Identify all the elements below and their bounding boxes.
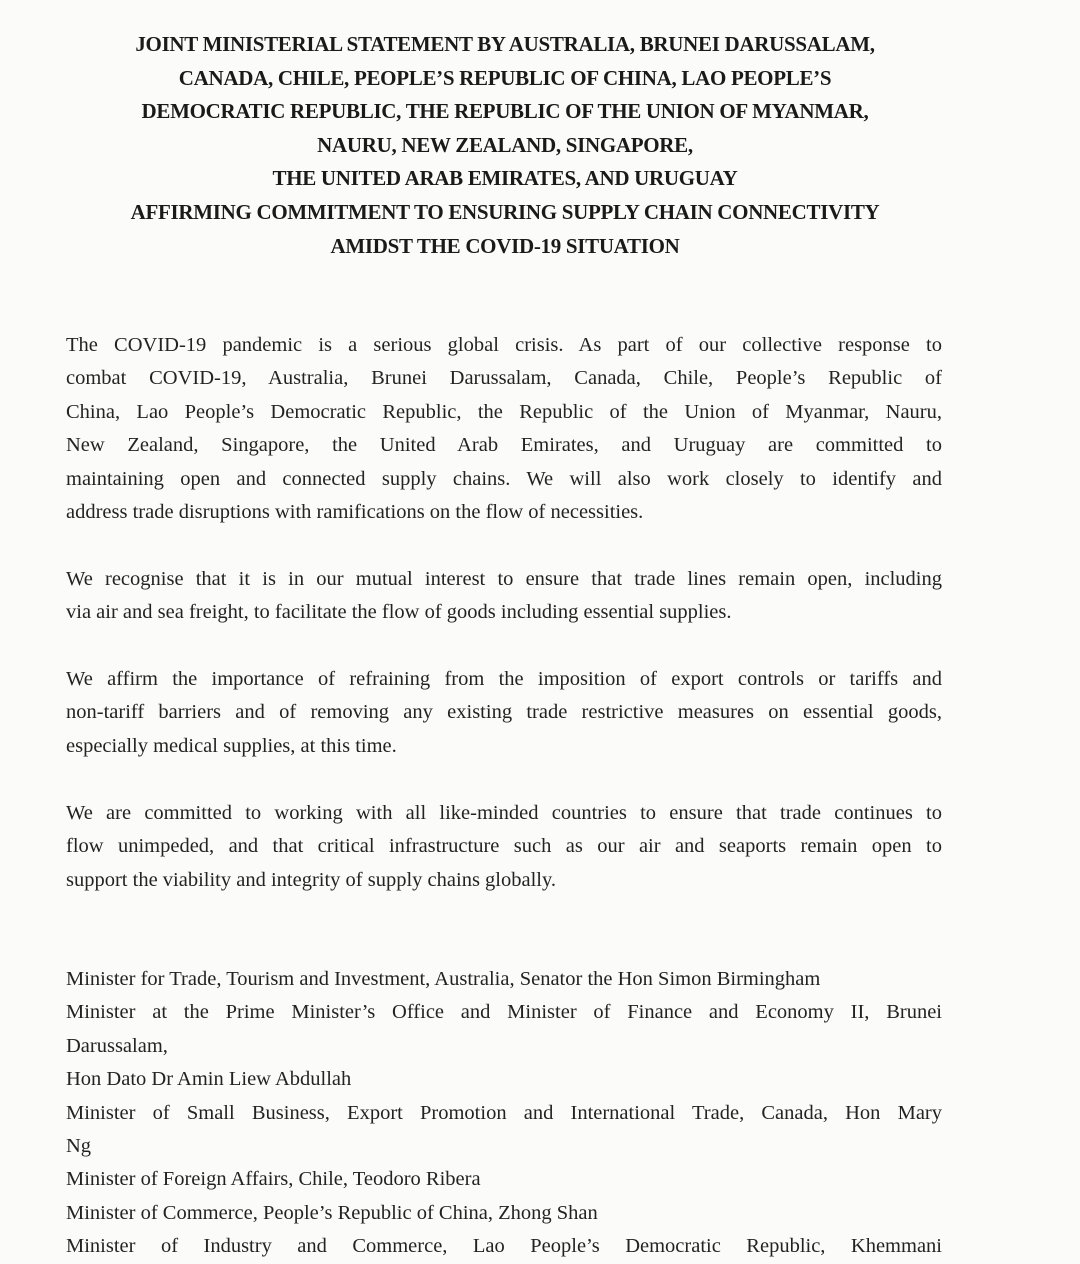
paragraph-line: China, Lao People’s Democratic Republic, the Republic of the Union of Myanmar, Nauru, xyxy=(66,400,942,423)
paragraph-line: New Zealand, Singapore, the United Arab Emirates, and Uruguay are committed to xyxy=(66,434,942,457)
paragraph-line: flow unimpeded, and that critical infrastructure such as our air and seaports remain open to xyxy=(66,835,942,858)
paragraph-line: We affirm the importance of refraining from the imposition of export controls or tariffs and xyxy=(66,668,942,690)
signatory-line: Minister of Foreign Affairs, Chile, Teodoro Ribera xyxy=(66,1168,481,1191)
title-line: JOINT MINISTERIAL STATEMENT BY AUSTRALIA, BRUNEI DARUSSALAM, xyxy=(135,32,875,56)
signatory-line: Hon Dato Dr Amin Liew Abdullah xyxy=(66,1068,352,1091)
signatory-line: Minister of Industry and Commerce, Lao People’s Democratic Republic, Khemmani xyxy=(66,1235,942,1258)
signatory-line: Minister of Small Business, Export Promotion and International Trade, Canada, Hon Mary xyxy=(66,1101,942,1124)
paragraph-line: We recognise that it is in our mutual interest to ensure that trade lines remain open, including xyxy=(66,568,942,590)
signatory-line: Darussalam, xyxy=(66,1034,168,1057)
statement-title xyxy=(60,28,950,263)
title-line: DEMOCRATIC REPUBLIC, THE REPUBLIC OF THE UNION OF MYANMAR, xyxy=(141,99,869,124)
paragraph-line: address trade disruptions with ramifications on the flow of necessities. xyxy=(66,501,644,524)
paragraph-like-minded-countries xyxy=(66,797,942,897)
paragraph-line: especially medical supplies, at this time. xyxy=(66,734,397,757)
title-line: AMIDST THE COVID-19 SITUATION xyxy=(330,233,680,258)
title-line: THE UNITED ARAB EMIRATES, AND URUGUAY xyxy=(272,166,738,191)
title-line: AFFIRMING COMMITMENT TO ENSURING SUPPLY CHAIN CONNECTIVITY xyxy=(130,199,880,224)
paragraph-line: maintaining open and connected supply chains. We will also work closely to identify and xyxy=(66,467,942,490)
paragraph-covid-response xyxy=(66,329,942,529)
signatory-line: Ng xyxy=(66,1135,92,1158)
paragraph-line: support the viability and integrity of supply chains globally. xyxy=(66,868,557,891)
signatory-line: Minister of Commerce, People’s Republic of China, Zhong Shan xyxy=(66,1201,598,1224)
paragraph-trade-lines xyxy=(66,563,942,630)
paragraph-export-controls xyxy=(66,663,942,763)
paragraph-line: combat COVID-19, Australia, Brunei Darussalam, Canada, Chile, People’s Republic of xyxy=(66,367,942,390)
title-line: CANADA, CHILE, PEOPLE’S REPUBLIC OF CHINA, LAO PEOPLE’S xyxy=(178,65,832,90)
paragraph-line: via air and sea freight, to facilitate the flow of goods including essential supplies. xyxy=(66,601,732,624)
paragraph-line: The COVID-19 pandemic is a serious global crisis. As part of our collective response to xyxy=(66,334,942,356)
title-line: NAURU, NEW ZEALAND, SINGAPORE, xyxy=(317,132,693,157)
paragraph-line: We are committed to working with all like-minded countries to ensure that trade continues to xyxy=(66,802,942,824)
signatory-line: Minister for Trade, Tourism and Investment, Australia, Senator the Hon Simon Birmingham xyxy=(66,968,821,990)
signatories-list xyxy=(66,963,942,1264)
paragraph-line: non-tariff barriers and of removing any existing trade restrictive measures on essential goods, xyxy=(66,701,942,724)
signatory-line: Minister at the Prime Minister’s Office and Minister of Finance and Economy II, Brunei xyxy=(66,1001,942,1024)
